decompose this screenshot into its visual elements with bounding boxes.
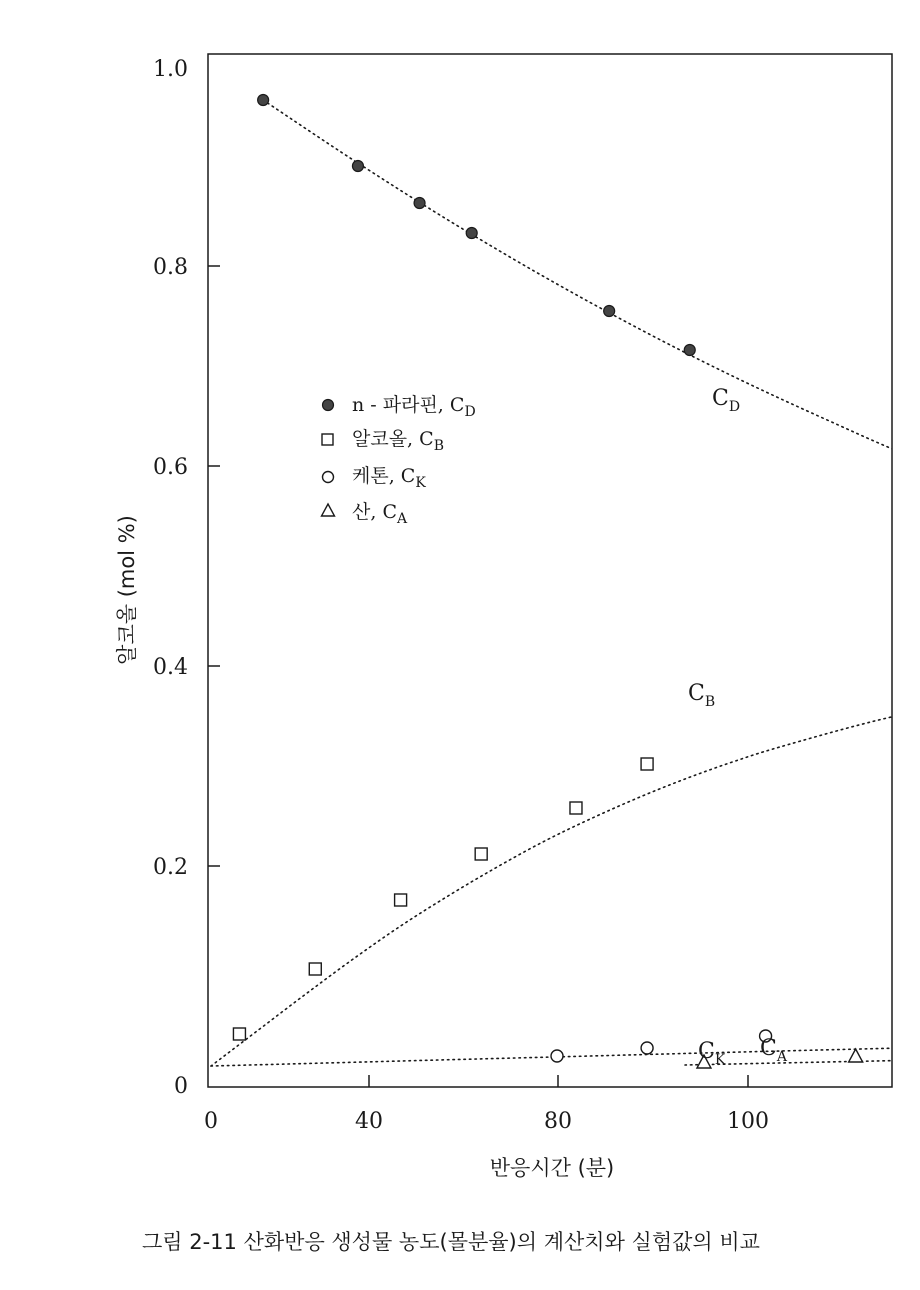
legend-label: n - 파라핀, $C_D$: [352, 394, 476, 420]
data-points: [233, 95, 862, 1069]
data-point-ck: [551, 1050, 563, 1062]
data-point-ca: [849, 1049, 863, 1062]
y-tick-label: 0.6: [153, 455, 188, 480]
legend: [322, 394, 476, 527]
legend-marker-filled-circle: [323, 400, 334, 411]
y-ticks: [208, 266, 220, 866]
x-axis-label: 반응시간 (분): [489, 1156, 615, 1180]
x-tick-label: 100: [727, 1109, 769, 1134]
legend-entry: [322, 501, 409, 527]
fitted-curves: [211, 100, 920, 1066]
x-tick-label: 40: [355, 1109, 383, 1134]
curve-label-cd: $C_D$: [712, 386, 741, 415]
data-point-cd: [684, 345, 695, 356]
y-tick-label: 1.0: [153, 57, 188, 82]
data-point-cb: [395, 894, 407, 906]
curve-labels: [688, 386, 788, 1068]
curve-ck: [211, 1044, 920, 1066]
legend-label: 알코올, $C_B$: [352, 428, 444, 454]
legend-marker-square: [322, 434, 333, 445]
data-point-cd: [352, 161, 363, 172]
x-axis: [204, 1109, 769, 1134]
legend-marker-circle: [323, 472, 334, 483]
data-point-cd: [258, 95, 269, 106]
x-tick-label: 0: [204, 1109, 218, 1134]
legend-entry: [322, 428, 444, 454]
y-tick-label: 0.4: [153, 655, 188, 680]
data-point-cd: [466, 228, 477, 239]
plot-frame: [208, 54, 892, 1087]
data-point-ck: [641, 1042, 653, 1054]
legend-label: 산, $C_A$: [352, 501, 408, 527]
curve-label-ca: $C_A$: [760, 1036, 787, 1065]
x-ticks: [369, 1075, 748, 1087]
y-axis: [153, 57, 188, 1099]
y-tick-label: 0.2: [153, 855, 188, 880]
legend-entry: [323, 465, 427, 491]
legend-entry: [323, 394, 476, 420]
data-point-cb: [309, 963, 321, 975]
data-point-cb: [641, 758, 653, 770]
data-point-cd: [604, 306, 615, 317]
curve-label-cb: $C_B$: [688, 681, 716, 710]
y-tick-label: 0: [174, 1074, 188, 1099]
curve-label-ck: $C_K$: [698, 1039, 726, 1068]
data-point-cb: [570, 802, 582, 814]
data-point-cb: [233, 1028, 245, 1040]
data-point-cb: [475, 848, 487, 860]
y-axis-label: 알코올 (mol %): [115, 515, 139, 665]
legend-label: 케톤, $C_K$: [352, 465, 426, 491]
legend-marker-triangle: [322, 504, 335, 516]
y-tick-label: 0.8: [153, 255, 188, 280]
curve-cb: [211, 681, 920, 1066]
x-tick-label: 80: [544, 1109, 572, 1134]
data-point-cd: [414, 198, 425, 209]
figure-caption: 그림 2-11 산화반응 생성물 농도(몰분율)의 계산치와 실험값의 비교: [142, 1230, 760, 1254]
